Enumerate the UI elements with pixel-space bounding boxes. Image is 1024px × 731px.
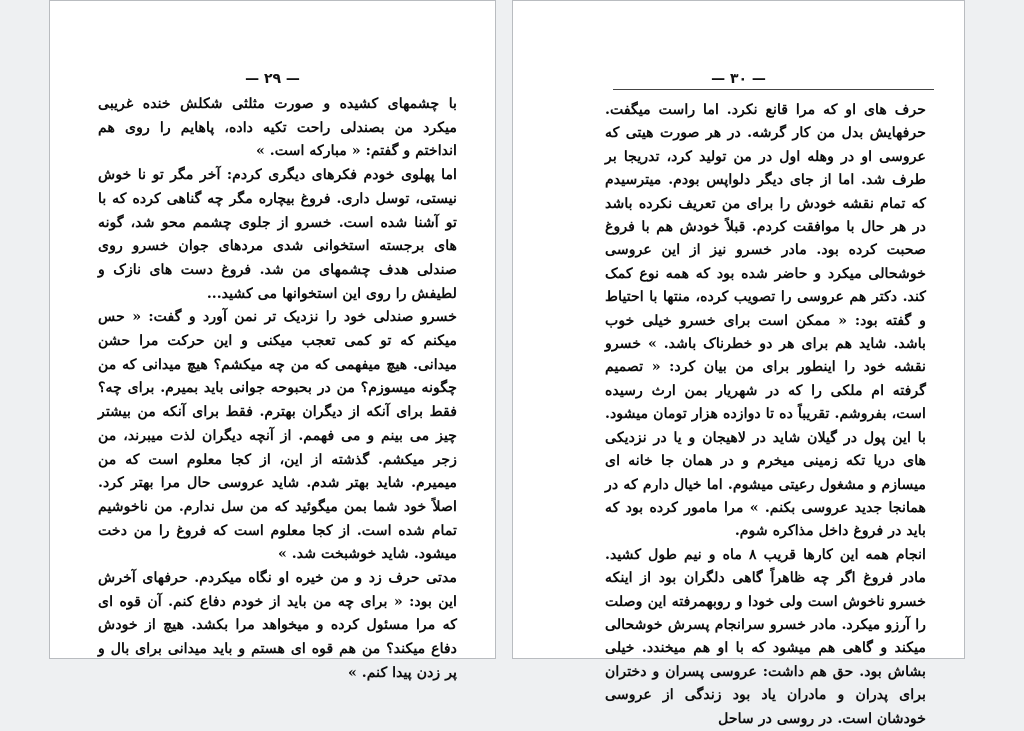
page-number: — ۳۰ — bbox=[711, 71, 766, 87]
paragraph: مدتی حرف زد و من خیره او نگاه میکردم. حرفهای آخرش این بود: « برای چه من باید از خودم دفاع کنم. آن قوه ای که مرا مسئول کرده و میخواهد مرا بکشد. هیچ از خودش دفاع میکند؟ من هم قوه ای هستم و باید میدانی برای بال و پر زدن پیدا کنم. » bbox=[98, 570, 457, 681]
paragraph: انجام همه این کارها قریب ۸ ماه و نیم طول کشید. مادر فروغ اگر چه ظاهراً گاهی دلگران بود از اینکه خسرو ناخوش است ولی خودا و روبهمرفته این وصلت را آرزو میکرد. مادر خسرو سرانجام پسرش خوشحالی میکند و گاهی هم میشود که با او هم میخندد. خیلی بشاش بود. حق هم داشت: عروسی پسران و دختران برای پدران و مادران یاد بود زندگی از عروسی خودشان است. در روسی در ساحل bbox=[605, 546, 926, 727]
page-body bbox=[605, 99, 926, 731]
right-page bbox=[512, 0, 965, 727]
paragraph: خسرو صندلی خود را نزدیک تر نمن آورد و گفت: « حس میکنم که تو کمی تعجب میکنی و این حرکت مرا حشن میدانی. هیچ میفهمی که من چه میکشم؟ هیچ میدانی که من چگونه میسوزم؟ من در بحبوحه جوانی باید بمیرم. برای چه؟ فقط برای آنکه از دیگران بهترم. فقط برای آنکه من بیشتر چیز می بینم و می فهمم. از آنچه دیگران لذت میبرند، من زجر میکشم. گذشته از این، از کجا معلوم است که من میمیرم. شاید بهتر شدم. شاید عروسی حال مرا بهتر کرد. اصلاً خود شما بمن میگوئید که من سل ندارم. من ناخوشیم تمام شده است. از کجا معلوم است که فروغ را من دخت میشود. شاید خوشبخت شد. » bbox=[98, 309, 457, 563]
left-page bbox=[49, 0, 496, 681]
page-number: — ۲۹ — bbox=[245, 71, 300, 87]
paragraph: اما پهلوی خودم فکرهای دیگری کردم: آخر مگر تو نا خوش نیستی، توسل داری. فروغ بیچاره مگر چه گناهی کرده که با تو آشنا شده است. خسرو از جلوی چشمم محو شد، گونه های برجسته استخوانی شدی مردهای جوان خسرو روی صندلی هدف چشمهای من شد. فروغ دست های نازک و لطیفش را روی این استخوانها می کشید... bbox=[98, 167, 457, 302]
paragraph: حرف های او که مرا قانع نکرد. اما راست میگفت. حرفهایش بدل من کار گرشه. در هر صورت هیتی که عروسی او در وهله اول در من تولید کرد، تدریجا بر طرف شد. اما از جای دیگر دلواپس بودم. میترسیدم که تمام نقشه خودش را برای من تعریف نکرده باشد در هر حال با موافقت کردم. قبلاً خودش هم با فروغ صحبت کرده بود. مادر خسرو نیز از این عروسی خوشحالی میکرد و حاضر شده بود که همه نوع کمک کند. دکتر هم عروسی را تصویب کرده، منتها با احتیاط و گفته بود: « ممکن است برای خسرو خیلی خوب باشد. شاید هم برای هر دو خطرناک باشد. » خسرو نقشه خود را اینطور برای من بیان کرد: « تصمیم گرفته ام ملکی را که در شهریار بمن ارث رسیده است، بفروشم. تقریباً ده تا دوازده هزار تومان میشود. با این پول در گیلان شاید در لاهیجان و یا در نزدیکی های دریا تکه زمینی میخرم و در همان جا خانه ای میسازم و مشغول رعیتی میشوم. اما خیال دارم که در همانجا جدید عروسی بکنم. » مرا مامور کرده بود که باید در فروغ داخل مذاکره شوم. bbox=[605, 102, 926, 540]
header-rule bbox=[613, 89, 934, 90]
page-body bbox=[98, 93, 457, 686]
paragraph: با چشمهای کشیده و صورت مثلثی شکلش خنده غریبی میکرد من بصندلی راحت تکیه داده، پاهایم را روی هم انداختم و گفتم: « مبارکه است. » bbox=[98, 96, 457, 160]
